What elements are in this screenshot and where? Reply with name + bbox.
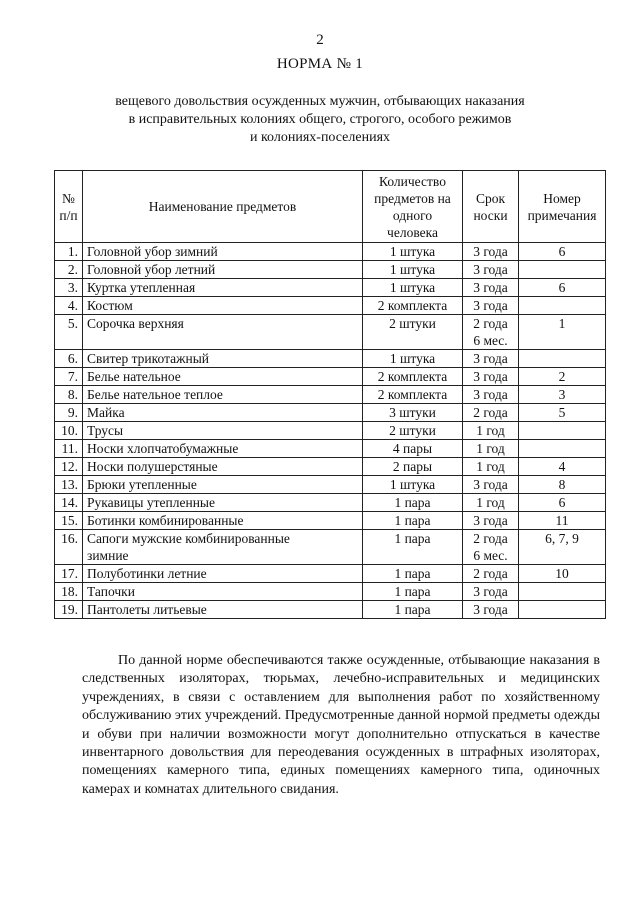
cell-name-line: Тапочки (87, 584, 135, 599)
cell-qty: 1 штука (363, 350, 463, 368)
cell-term-line: 3 года (473, 387, 508, 402)
header-note (519, 171, 606, 243)
table-row (55, 243, 606, 261)
cell-num: 16. (55, 530, 83, 565)
table-row (55, 422, 606, 440)
header-note-line: Номер (543, 190, 581, 206)
table-row (55, 601, 606, 619)
cell-note: 6 (519, 279, 606, 297)
cell-qty: 1 пара (363, 530, 463, 565)
cell-term (463, 297, 519, 315)
cell-name (83, 583, 363, 601)
cell-num: 11. (55, 440, 83, 458)
cell-name (83, 297, 363, 315)
cell-name (83, 243, 363, 261)
cell-note (519, 422, 606, 440)
subtitle-line: вещевого довольствия осужденных мужчин, отбывающих наказания (115, 94, 525, 109)
cell-name (83, 386, 363, 404)
cell-name (83, 350, 363, 368)
table-row (55, 583, 606, 601)
cell-name-line: Полуботинки летние (87, 566, 207, 581)
table-row (55, 315, 606, 350)
cell-num: 5. (55, 315, 83, 350)
cell-term (463, 368, 519, 386)
table-row (55, 530, 606, 565)
cell-note (519, 297, 606, 315)
cell-num: 17. (55, 565, 83, 583)
cell-term (463, 404, 519, 422)
cell-name-line: Трусы (87, 423, 124, 438)
table-row (55, 458, 606, 476)
cell-num: 15. (55, 512, 83, 530)
header-qty-line: человека (387, 224, 438, 240)
cell-name-line: Пантолеты литьевые (87, 602, 207, 617)
cell-term (463, 512, 519, 530)
cell-term (463, 601, 519, 619)
note-paragraph (82, 652, 600, 799)
subtitle (60, 93, 580, 147)
cell-qty: 1 штука (363, 279, 463, 297)
cell-num: 9. (55, 404, 83, 422)
cell-qty: 1 штука (363, 476, 463, 494)
cell-name (83, 458, 363, 476)
cell-term-line: 2 года (473, 316, 508, 331)
header-note-line: примечания (527, 207, 597, 223)
cell-num: 13. (55, 476, 83, 494)
cell-note: 10 (519, 565, 606, 583)
cell-num: 18. (55, 583, 83, 601)
cell-name-line: Брюки утепленные (87, 477, 197, 492)
cell-name (83, 512, 363, 530)
cell-name (83, 530, 363, 565)
header-qty-line: предметов на (374, 190, 451, 206)
page-number: 2 (316, 32, 324, 48)
cell-qty: 4 пары (363, 440, 463, 458)
cell-term-line: 3 года (473, 477, 508, 492)
table-row (55, 494, 606, 512)
cell-term (463, 476, 519, 494)
cell-name (83, 279, 363, 297)
cell-name (83, 315, 363, 350)
cell-term-line: 3 года (473, 351, 508, 366)
table-row (55, 512, 606, 530)
cell-name (83, 565, 363, 583)
cell-name-line: Головной убор зимний (87, 244, 218, 259)
cell-num: 4. (55, 297, 83, 315)
cell-term (463, 458, 519, 476)
cell-qty: 3 штуки (363, 404, 463, 422)
cell-note: 11 (519, 512, 606, 530)
cell-note: 3 (519, 386, 606, 404)
cell-num: 7. (55, 368, 83, 386)
cell-qty: 1 пара (363, 565, 463, 583)
table-row (55, 386, 606, 404)
cell-num: 10. (55, 422, 83, 440)
cell-note: 2 (519, 368, 606, 386)
cell-term-line: 3 года (473, 602, 508, 617)
cell-name-line: Куртка утепленная (87, 280, 196, 295)
cell-name-line: Белье нательное (87, 369, 181, 384)
cell-num: 2. (55, 261, 83, 279)
cell-term (463, 583, 519, 601)
table-row (55, 350, 606, 368)
cell-num: 8. (55, 386, 83, 404)
cell-num: 1. (55, 243, 83, 261)
cell-qty: 2 комплекта (363, 386, 463, 404)
cell-term (463, 315, 519, 350)
cell-note (519, 261, 606, 279)
cell-name (83, 422, 363, 440)
cell-term (463, 386, 519, 404)
cell-qty: 2 пары (363, 458, 463, 476)
header-num-line: п/п (59, 207, 78, 223)
cell-term (463, 422, 519, 440)
table-row (55, 279, 606, 297)
cell-term-line: 3 года (473, 298, 508, 313)
cell-note: 8 (519, 476, 606, 494)
cell-name (83, 601, 363, 619)
cell-name (83, 440, 363, 458)
cell-name-line: Носки полушерстяные (87, 459, 218, 474)
cell-term-line: 1 год (476, 495, 505, 510)
cell-note (519, 350, 606, 368)
cell-name-line: зимние (87, 548, 129, 563)
cell-num: 19. (55, 601, 83, 619)
cell-term (463, 243, 519, 261)
cell-note (519, 601, 606, 619)
cell-name-line: Ботинки комбинированные (87, 513, 244, 528)
cell-term-line: 2 года (473, 566, 508, 581)
table-row (55, 565, 606, 583)
header-term-line: Срок (475, 190, 506, 206)
table-body (55, 243, 606, 619)
cell-term-line: 1 год (476, 459, 505, 474)
header-qty (363, 171, 463, 243)
cell-qty: 2 комплекта (363, 368, 463, 386)
cell-name (83, 261, 363, 279)
cell-name-line: Белье нательное теплое (87, 387, 223, 402)
cell-name (83, 494, 363, 512)
cell-term (463, 279, 519, 297)
table-row (55, 476, 606, 494)
cell-term-line: 3 года (473, 513, 508, 528)
table-row (55, 297, 606, 315)
cell-qty: 2 штуки (363, 422, 463, 440)
cell-name-line: Головной убор летний (87, 262, 216, 277)
cell-name-line: Свитер трикотажный (87, 351, 210, 366)
cell-qty: 2 штуки (363, 315, 463, 350)
cell-qty: 1 пара (363, 512, 463, 530)
cell-term-line: 2 года (473, 531, 508, 546)
table-row (55, 404, 606, 422)
cell-name (83, 476, 363, 494)
paragraph-text: По данной норме обеспечиваются также осужденные, отбывающие наказания в следственных изоляторах, тюрьмах, лечебно-исправительных и медицинских учреждениях, в связи с оставлением для выполнения работ по хозяйственному обслуживанию этих учреждений. Предусмотренные данной нормой предметы одежды и обуви при наличии возможности могут дополнительно отпускаться в качестве инвентарного довольствия для переодевания осужденных в штрафных изоляторах, помещениях камерного типа, единых помещениях камерного типа, одиночных камерах и комнатах длительного свидания. (82, 653, 600, 797)
cell-note: 6 (519, 243, 606, 261)
cell-name-line: Рукавицы утепленные (87, 495, 215, 510)
cell-qty: 1 пара (363, 583, 463, 601)
cell-note (519, 440, 606, 458)
table-row (55, 261, 606, 279)
table-row (55, 368, 606, 386)
cell-term (463, 530, 519, 565)
cell-term (463, 350, 519, 368)
cell-qty: 1 пара (363, 601, 463, 619)
cell-term-line: 3 года (473, 280, 508, 295)
norm-table (54, 170, 606, 619)
cell-qty: 1 штука (363, 243, 463, 261)
cell-name-line: Носки хлопчатобумажные (87, 441, 239, 456)
cell-note (519, 583, 606, 601)
cell-term-line: 6 мес. (473, 548, 508, 563)
cell-num: 6. (55, 350, 83, 368)
cell-term-line: 1 год (476, 441, 505, 456)
header-num (55, 171, 83, 243)
cell-note: 4 (519, 458, 606, 476)
cell-note: 6, 7, 9 (519, 530, 606, 565)
cell-qty: 2 комплекта (363, 297, 463, 315)
cell-note: 1 (519, 315, 606, 350)
cell-qty: 1 штука (363, 261, 463, 279)
cell-num: 12. (55, 458, 83, 476)
header-name: Наименование предметов (83, 171, 363, 243)
header-qty-line: Количество (379, 173, 446, 189)
header-term (463, 171, 519, 243)
cell-term-line: 3 года (473, 584, 508, 599)
cell-qty: 1 пара (363, 494, 463, 512)
cell-term-line: 6 мес. (473, 333, 508, 348)
cell-name-line: Майка (87, 405, 125, 420)
cell-name-line: Костюм (87, 298, 133, 313)
cell-name-line: Сорочка верхняя (87, 316, 184, 331)
cell-note: 6 (519, 494, 606, 512)
cell-term (463, 494, 519, 512)
cell-note: 5 (519, 404, 606, 422)
cell-name-line: Сапоги мужские комбинированные (87, 531, 290, 546)
subtitle-line: в исправительных колониях общего, строгого, особого режимов (128, 112, 512, 127)
page-title: НОРМА № 1 (276, 56, 364, 72)
cell-term (463, 565, 519, 583)
cell-term-line: 2 года (473, 405, 508, 420)
cell-name (83, 404, 363, 422)
header-term-line: носки (473, 207, 508, 223)
cell-num: 3. (55, 279, 83, 297)
table-row (55, 440, 606, 458)
table-header-row (55, 171, 606, 243)
cell-term (463, 261, 519, 279)
cell-term (463, 440, 519, 458)
cell-term-line: 3 года (473, 369, 508, 384)
cell-term-line: 3 года (473, 244, 508, 259)
cell-name (83, 368, 363, 386)
cell-term-line: 3 года (473, 262, 508, 277)
header-num-line: № (62, 190, 75, 206)
cell-num: 14. (55, 494, 83, 512)
cell-term-line: 1 год (476, 423, 505, 438)
subtitle-line: и колониях-поселениях (249, 130, 391, 145)
header-qty-line: одного (392, 207, 433, 223)
